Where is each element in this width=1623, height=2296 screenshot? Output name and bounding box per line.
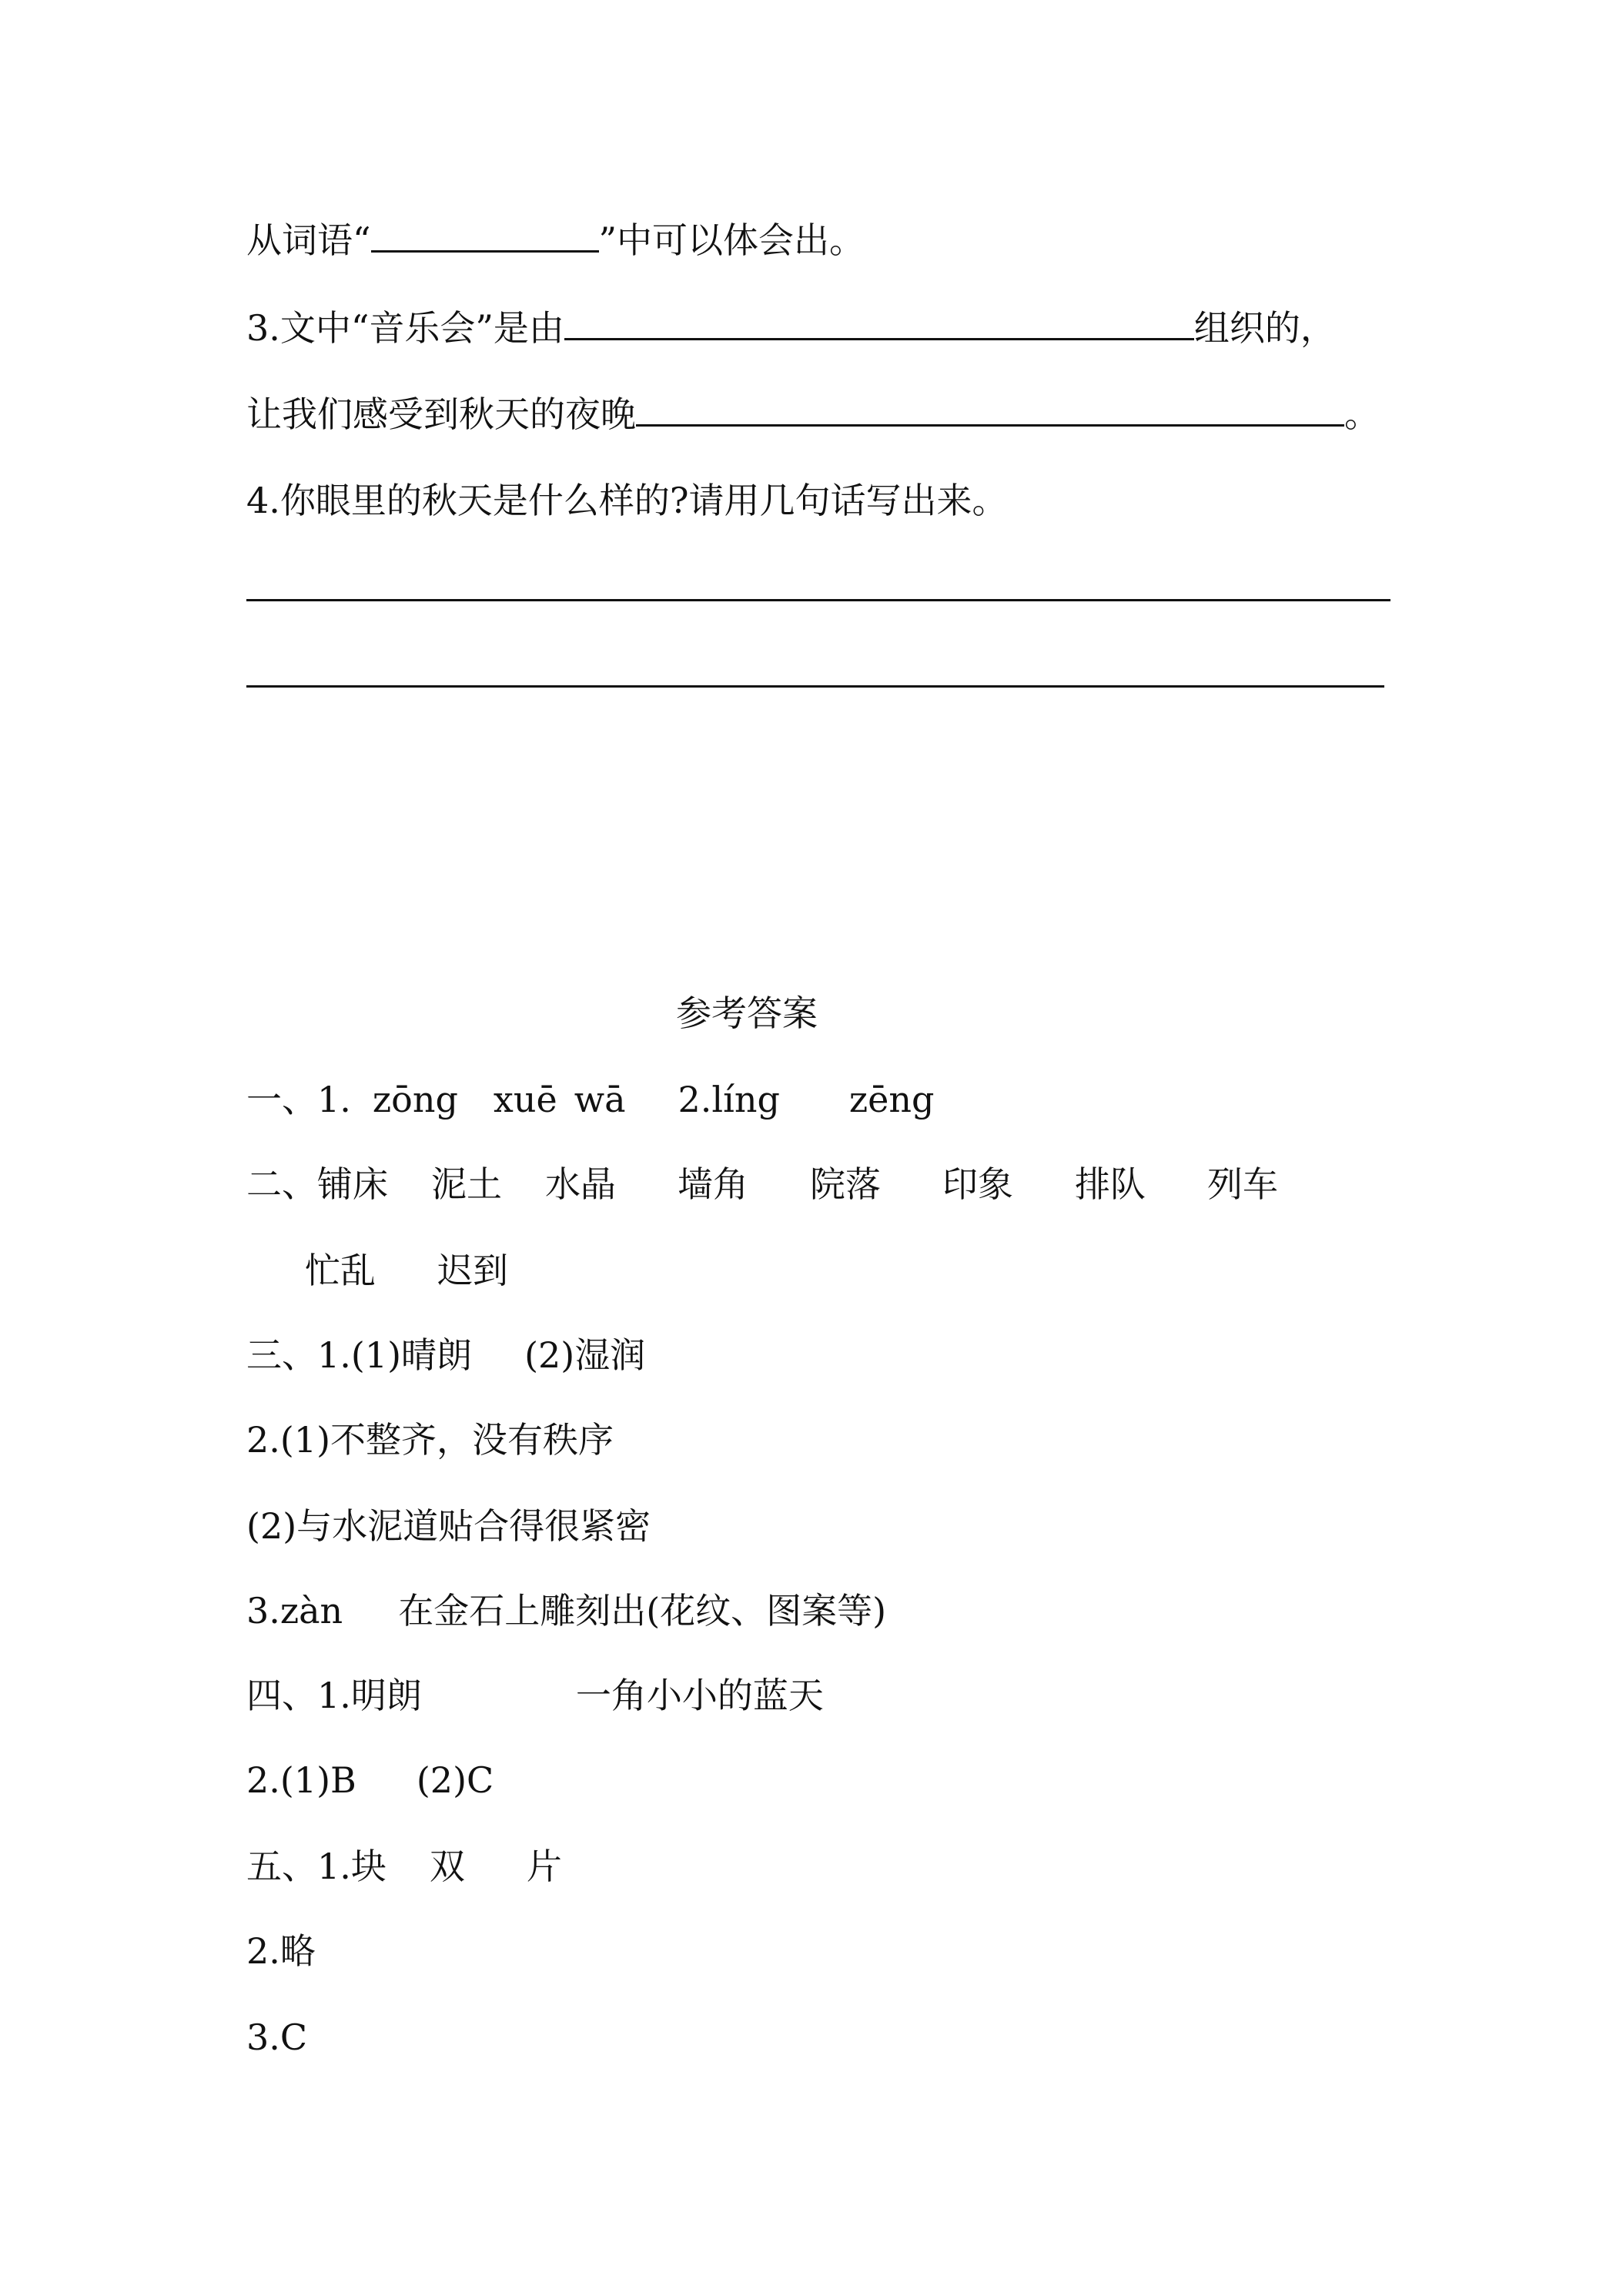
sec2-label: 二、 <box>246 1163 317 1205</box>
answer-sec5-line2: 2.略 <box>246 1930 316 1972</box>
answer-sec2-row1 <box>246 1161 1278 1207</box>
answer-sec3-line2: 2.(1)不整齐，没有秩序 <box>246 1419 614 1461</box>
q2-conclusion-line <box>246 217 865 263</box>
q4-answer-line-2[interactable] <box>246 685 1384 688</box>
sec5-word-2: 双 <box>429 1846 465 1887</box>
sec2-word-4: 墙角 <box>678 1163 748 1205</box>
sec3-label: 三、1. <box>246 1334 351 1376</box>
sec4-item-a: 四、1.明朗 <box>246 1675 422 1716</box>
sec3-item-a: (1)晴朗 <box>350 1334 473 1376</box>
q3-line1-prefix: 3.文中“音乐会”是由 <box>246 307 564 349</box>
sec2-word-1: 铺床 <box>317 1163 388 1205</box>
sec1-pinyin-1: zōng <box>372 1079 458 1120</box>
answer-sec5-line3: 3.C <box>246 2017 308 2058</box>
sec1-pinyin-3: wā <box>574 1079 626 1120</box>
q3-line2 <box>246 391 1380 437</box>
answer-sec2-row2 <box>305 1247 508 1294</box>
q2-prefix: 从词语“ <box>246 219 371 261</box>
sec5-label: 五、1.块 <box>246 1846 387 1887</box>
sec2-word-8: 列车 <box>1207 1163 1278 1205</box>
answer-sec1 <box>246 1076 934 1123</box>
sec1-pinyin-2: xuē <box>493 1079 557 1120</box>
sec4-item-b: 一角小小的蓝天 <box>575 1675 824 1716</box>
sec2-word-6: 印象 <box>942 1163 1013 1205</box>
sec2-word-7: 排队 <box>1075 1163 1146 1205</box>
q3-line2-prefix: 让我们感受到秋天的夜晚 <box>246 393 636 435</box>
q4-answer-line-1[interactable] <box>246 599 1390 601</box>
sec4-choice-1: 2.(1)B <box>246 1759 356 1801</box>
sec4-choice-2: (2)C <box>416 1759 494 1801</box>
sec1-part2-label: 2.líng <box>678 1079 780 1120</box>
sec5-word-3: 片 <box>526 1846 562 1887</box>
sec3-pinyin: 3.zàn <box>246 1590 343 1632</box>
q4-prompt: 4.你眼里的秋天是什么样的?请用几句话写出来。 <box>246 480 1008 521</box>
q3-feeling-blank[interactable] <box>636 393 1344 427</box>
sec2-word-2: 泥土 <box>431 1163 502 1205</box>
q3-line2-suffix: 。 <box>1344 393 1380 435</box>
answer-sec4-line2 <box>246 1757 494 1803</box>
q3-organizer-blank[interactable] <box>564 307 1194 340</box>
answer-sec3-line1 <box>246 1332 645 1378</box>
q3-line1-suffix: 组织的， <box>1193 307 1336 349</box>
q2-suffix: ”中可以体会出。 <box>598 219 865 261</box>
sec3-definition: 在金石上雕刻出(花纹、图案等) <box>398 1590 887 1632</box>
sec2-word-9: 忙乱 <box>305 1250 376 1291</box>
answer-sec3-line4 <box>246 1588 886 1634</box>
answer-sec4-line1 <box>246 1672 824 1719</box>
answer-sec5-line1 <box>246 1843 562 1889</box>
sec2-word-10: 迟到 <box>437 1250 508 1291</box>
sec3-item-b: (2)湿润 <box>524 1334 646 1376</box>
sec1-part2-item: zēng <box>848 1079 935 1120</box>
sec1-label: 一、1. <box>246 1079 351 1120</box>
q3-line1 <box>246 305 1336 351</box>
sec2-word-5: 院落 <box>810 1163 881 1205</box>
answer-sec3-line3: (2)与水泥道贴合得很紧密 <box>246 1505 651 1547</box>
sec2-word-3: 水晶 <box>545 1163 616 1205</box>
q2-word-blank[interactable] <box>371 219 599 253</box>
answers-title: 参考答案 <box>676 992 818 1034</box>
